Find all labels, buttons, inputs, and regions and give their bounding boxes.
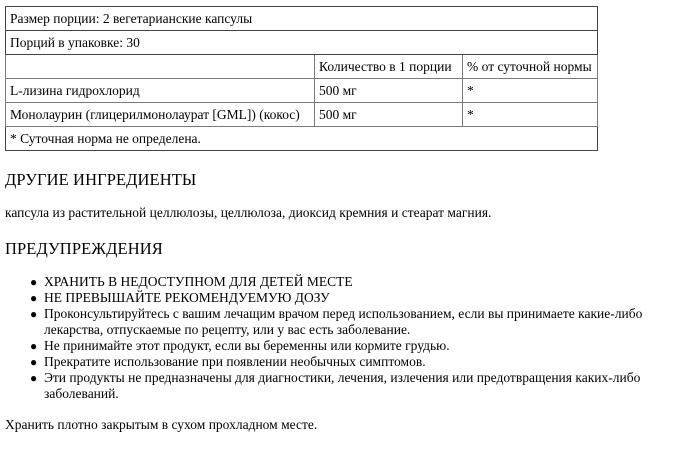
storage-text: Хранить плотно закрытым в сухом прохладном месте. <box>5 417 318 432</box>
amount-header-cell: Количество в 1 порции <box>315 55 463 79</box>
bullet-icon: ● <box>30 275 38 289</box>
footnote-cell: * Суточная норма не определена. <box>6 127 598 151</box>
other-ingredients-text: капсула из растительной целлюлозы, целлюлоза, диоксид кремния и стеарат магния. <box>5 205 492 220</box>
bullet-icon: ● <box>30 307 38 321</box>
ingredient-name-cell: Монолаурин (глицерилмонолаурат [GML]) (кокос) <box>6 103 315 127</box>
list-item <box>30 306 673 338</box>
empty-header-cell <box>6 55 315 79</box>
table-row <box>6 103 598 127</box>
warning-text: Прекратите использование при появлении необычных симптомов. <box>44 354 426 369</box>
ingredient-amount-cell: 500 мг <box>315 103 463 127</box>
list-item <box>30 338 673 354</box>
ingredient-name-cell: L-лизина гидрохлорид <box>6 79 315 103</box>
warning-text: НЕ ПРЕВЫШАЙТЕ РЕКОМЕНДУЕМУЮ ДОЗУ <box>44 290 330 305</box>
servings-per-container-cell: Порций в упаковке: 30 <box>6 31 598 55</box>
other-ingredients-heading: ДРУГИЕ ИНГРЕДИЕНТЫ <box>5 170 197 189</box>
warnings-heading: ПРЕДУПРЕЖДЕНИЯ <box>5 239 163 258</box>
list-item <box>30 370 673 402</box>
warning-text: Не принимайте этот продукт, если вы беременны или кормите грудью. <box>44 338 450 353</box>
list-item <box>30 274 673 290</box>
daily-value-header-cell: % от суточной нормы <box>463 55 598 79</box>
ingredient-amount-cell: 500 мг <box>315 79 463 103</box>
ingredient-dv-cell: * <box>463 103 598 127</box>
ingredient-dv-cell: * <box>463 79 598 103</box>
list-item <box>30 354 673 370</box>
bullet-icon: ● <box>30 355 38 369</box>
bullet-icon: ● <box>30 339 38 353</box>
supplement-facts-table <box>5 6 598 151</box>
warning-text: Эти продукты не предназначены для диагностики, лечения, излечения или предотвращения каких-либо заболеваний. <box>44 370 641 401</box>
bullet-icon: ● <box>30 371 38 385</box>
warning-text: ХРАНИТЬ В НЕДОСТУПНОМ ДЛЯ ДЕТЕЙ МЕСТЕ <box>44 274 353 289</box>
table-row <box>6 79 598 103</box>
warning-text: Проконсультируйтесь с вашим лечащим врачом перед использованием, если вы принимаете какие-либо лекарства, отпускаемые по рецепту, или у вас есть заболевание. <box>44 306 643 337</box>
warnings-list <box>0 274 673 402</box>
list-item <box>30 290 673 306</box>
serving-size-cell: Размер порции: 2 вегетарианские капсулы <box>6 7 598 31</box>
bullet-icon: ● <box>30 291 38 305</box>
